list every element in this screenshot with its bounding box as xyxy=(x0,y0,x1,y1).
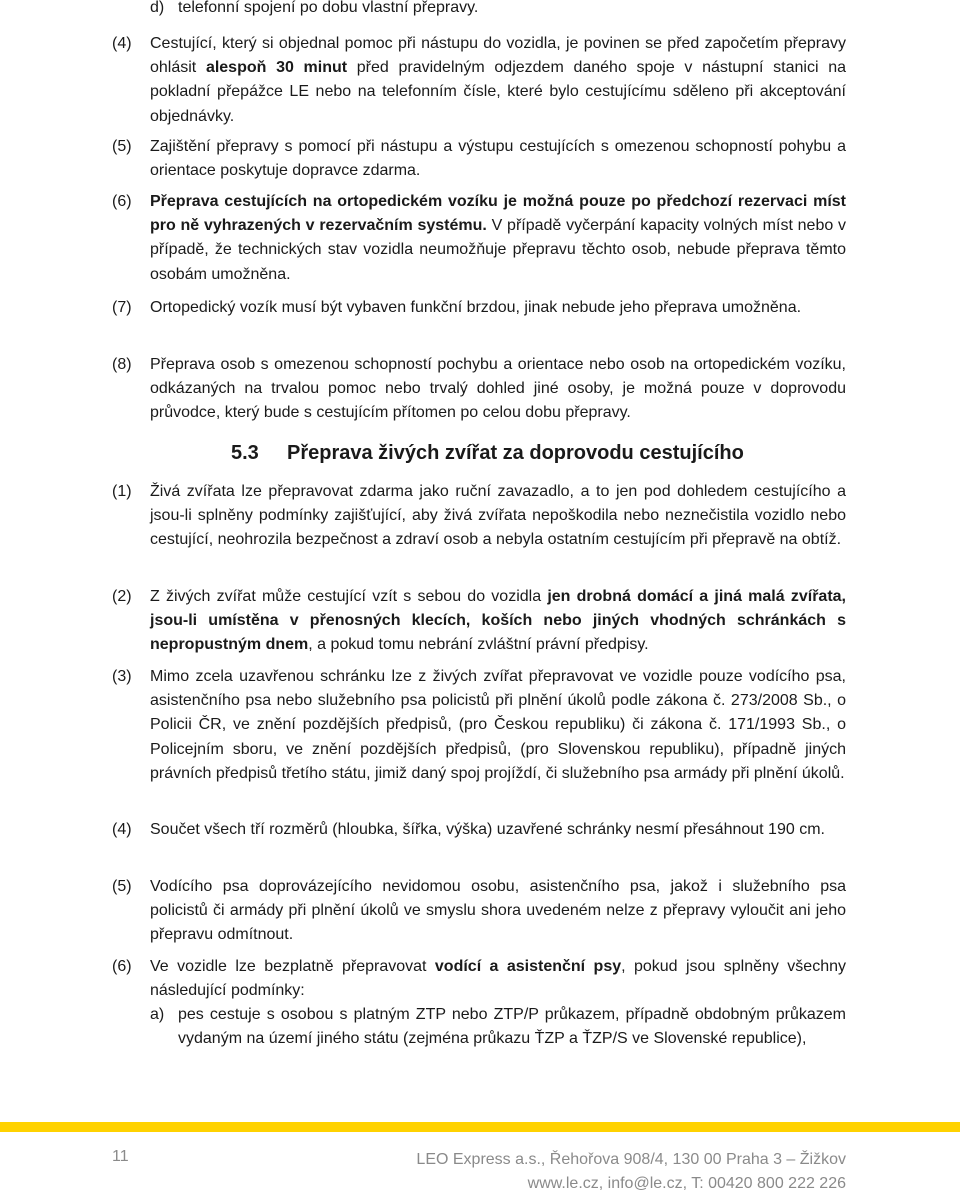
list-text: pes cestuje s osobou s platným ZTP nebo ZTP/P průkazem, případně obdobným průkazem vydaným na území jiného státu (zejména průkazu ŤZP a ŤZP/S ve Slovenské republice), xyxy=(178,1006,846,1048)
paragraph-number: (7) xyxy=(112,299,132,316)
section-title: Přeprava živých zvířat za doprovodu cestujícího xyxy=(287,442,744,464)
section-paragraph-5 xyxy=(112,875,846,948)
paragraph-text: Živá zvířata lze přepravovat zdarma jako ruční zavazadlo, a to jen pod dohledem cestujícího a jsou-li splněny podmínky zajišťující, aby živá zvířata nepoškodila nebo neznečistila vozidlo nebo cestující, neohrozila bezpečnost a zdraví osob a nebyla ostatním cestujícím při přepravě na obtíž. xyxy=(150,483,846,549)
list-item-d xyxy=(150,0,846,20)
section-number: 5.3 xyxy=(231,442,259,464)
footer-bar xyxy=(0,1122,960,1132)
paragraph-text: Ortopedický vozík musí být vybaven funkční brzdou, jinak nebude jeho přeprava umožněna. xyxy=(150,299,802,316)
section-paragraph-4 xyxy=(112,818,846,842)
list-label: a) xyxy=(150,1006,165,1023)
page-number: 11 xyxy=(112,1148,129,1165)
section-paragraph-3 xyxy=(112,665,846,786)
section-paragraph-6 xyxy=(112,955,846,1003)
paragraph-8 xyxy=(112,353,846,426)
paragraph-number: (4) xyxy=(112,821,132,838)
section-paragraph-1 xyxy=(112,480,846,553)
paragraph-number: (5) xyxy=(112,138,132,155)
paragraph-number: (5) xyxy=(112,878,132,895)
paragraph-5 xyxy=(112,135,846,183)
paragraph-number: (1) xyxy=(112,483,132,500)
paragraph-number: (6) xyxy=(112,958,132,975)
list-item-a xyxy=(150,1003,846,1051)
paragraph-text: Cestující, který si objednal pomoc při nástupu do vozidla, je povinen se před započetím přepravy ohlásit alespoň 30 minut před pravidelným odjezdem daného spoje v nástupní stanici na pokladní přepážce LE nebo na telefonním čísle, které bylo cestujícímu sděleno při akceptování objednávky. xyxy=(150,35,846,125)
paragraph-number: (4) xyxy=(112,35,132,52)
paragraph-text: Ve vozidle lze bezplatně přepravovat vodící a asistenční psy, pokud jsou splněny všechny následující podmínky: xyxy=(150,958,846,1000)
paragraph-7 xyxy=(112,296,846,320)
paragraph-text: Vodícího psa doprovázejícího nevidomou osobu, asistenčního psa, jakož i služebního psa policistů či armády při plnění úkolů ve smyslu shora uvedeném nelze z přepravy vyloučit ani jeho přepravu odmítnout. xyxy=(150,878,846,944)
paragraph-number: (2) xyxy=(112,588,132,605)
footer-web-contact: www.le.cz, info@le.cz, T: 00420 800 222 226 xyxy=(527,1175,846,1192)
section-heading xyxy=(231,440,744,466)
paragraph-number: (6) xyxy=(112,193,132,210)
list-text: telefonní spojení po dobu vlastní přepravy. xyxy=(178,0,479,16)
paragraph-number: (3) xyxy=(112,668,132,685)
paragraph-text: Přeprava osob s omezenou schopností pochybu a orientace nebo osob na ortopedickém vozíku, odkázaných na trvalou pomoc nebo trvalý dohled jiné osoby, je možná pouze v doprovodu průvodce, který bude s cestujícím přítomen po celou dobu přepravy. xyxy=(150,356,846,422)
section-paragraph-2 xyxy=(112,585,846,658)
paragraph-text: Přeprava cestujících na ortopedickém vozíku je možná pouze po předchozí rezervaci míst pro ně vyhrazených v rezervačním systému. V případě vyčerpání kapacity volných míst nebo v případě, že technických stav vozidla neumožňuje přepravu těchto osob, nebude přeprava těmto osobám umožněna. xyxy=(150,193,847,283)
footer-address: LEO Express a.s., Řehořova 908/4, 130 00 Praha 3 – Žižkov xyxy=(416,1151,846,1168)
paragraph-4 xyxy=(112,32,846,129)
list-label: d) xyxy=(150,0,165,16)
paragraph-6 xyxy=(112,190,846,287)
paragraph-number: (8) xyxy=(112,356,132,373)
paragraph-text: Součet všech tří rozměrů (hloubka, šířka, výška) uzavřené schránky nesmí přesáhnout 190 cm. xyxy=(150,821,825,838)
paragraph-text: Mimo zcela uzavřenou schránku lze z živých zvířat přepravovat ve vozidle pouze vodícího psa, asistenčního psa nebo služebního psa policistů při plnění úkolů podle zákona č. 273/2008 Sb., o Policii ČR, ve znění pozdějších předpisů, (pro Českou republiku) či zákona č. 171/1993 Sb., o Policejním sboru, ve znění pozdějších předpisů, (pro Slovenskou republiku), případně jiných právních předpisů třetího státu, jimiž daný spoj projíždí, či služebního psa armády při plnění úkolů. xyxy=(150,668,846,782)
paragraph-text: Zajištění přepravy s pomocí při nástupu a výstupu cestujících s omezenou schopností pohybu a orientace poskytuje dopravce zdarma. xyxy=(150,138,846,180)
footer-contact xyxy=(416,1148,846,1196)
paragraph-text: Z živých zvířat může cestující vzít s sebou do vozidla jen drobná domácí a jiná malá zvířata, jsou-li umístěna v přenosných klecích, koších nebo jiných vhodných schránkách s nepropustným dnem, a pokud tomu nebrání zvláštní právní předpisy. xyxy=(150,588,846,654)
